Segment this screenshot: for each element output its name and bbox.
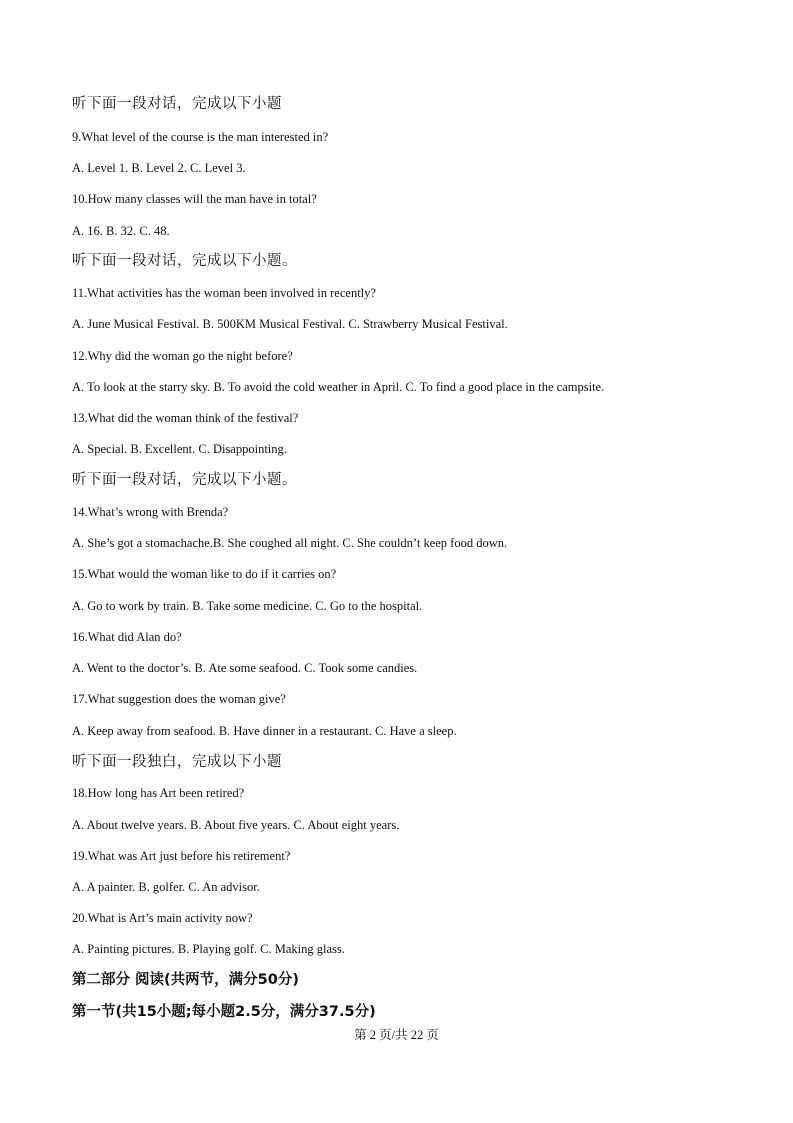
options-20: A. Painting pictures. B. Playing golf. C. Making glass. <box>72 942 345 956</box>
options-14: A. She’s got a stomachache.B. She coughed all night. C. She couldn’t keep food down. <box>72 536 508 550</box>
question-16: 16.What did Alan do? <box>72 630 182 644</box>
options-12: A. To look at the starry sky. B. To avoid the cold weather in April. C. To find a good place in the campsite. <box>72 380 605 394</box>
section1-title: 第一节(共15小题;每小题2.5分，满分37.5分) <box>72 1004 376 1020</box>
options-15: A. Go to work by train. B. Take some medicine. C. Go to the hospital. <box>72 599 423 613</box>
options-10: A. 16. B. 32. C. 48. <box>72 224 170 238</box>
section-heading: 听下面一段对话，完成以下小题 <box>72 96 282 112</box>
options-18: A. About twelve years. B. About five years. C. About eight years. <box>72 818 400 832</box>
part2-title: 第二部分 阅读(共两节，满分50分) <box>72 972 299 988</box>
options-19: A. A painter. B. golfer. C. An advisor. <box>72 880 260 894</box>
section-heading: 听下面一段对话，完成以下小题。 <box>72 253 297 269</box>
options-16: A. Went to the doctor’s. B. Ate some seafood. C. Took some candies. <box>72 661 418 675</box>
question-11: 11.What activities has the woman been involved in recently? <box>72 286 376 300</box>
options-17: A. Keep away from seafood. B. Have dinner in a restaurant. C. Have a sleep. <box>72 724 457 738</box>
options-13: A. Special. B. Excellent. C. Disappointing. <box>72 442 287 456</box>
question-15: 15.What would the woman like to do if it carries on? <box>72 567 337 581</box>
question-12: 12.Why did the woman go the night before? <box>72 349 293 363</box>
options-9: A. Level 1. B. Level 2. C. Level 3. <box>72 161 246 175</box>
section-heading: 听下面一段独白，完成以下小题 <box>72 754 282 770</box>
page-number: 第 2 页/共 22 页 <box>354 1028 439 1042</box>
section-heading: 听下面一段对话，完成以下小题。 <box>72 472 297 488</box>
question-18: 18.How long has Art been retired? <box>72 786 245 800</box>
question-14: 14.What’s wrong with Brenda? <box>72 505 229 519</box>
question-13: 13.What did the woman think of the festival? <box>72 411 299 425</box>
options-11: A. June Musical Festival. B. 500KM Musical Festival. C. Strawberry Musical Festival. <box>72 317 508 331</box>
question-17: 17.What suggestion does the woman give? <box>72 692 286 706</box>
question-10: 10.How many classes will the man have in total? <box>72 192 317 206</box>
question-20: 20.What is Art’s main activity now? <box>72 911 253 925</box>
question-19: 19.What was Art just before his retirement? <box>72 849 291 863</box>
question-9: 9.What level of the course is the man interested in? <box>72 130 329 144</box>
